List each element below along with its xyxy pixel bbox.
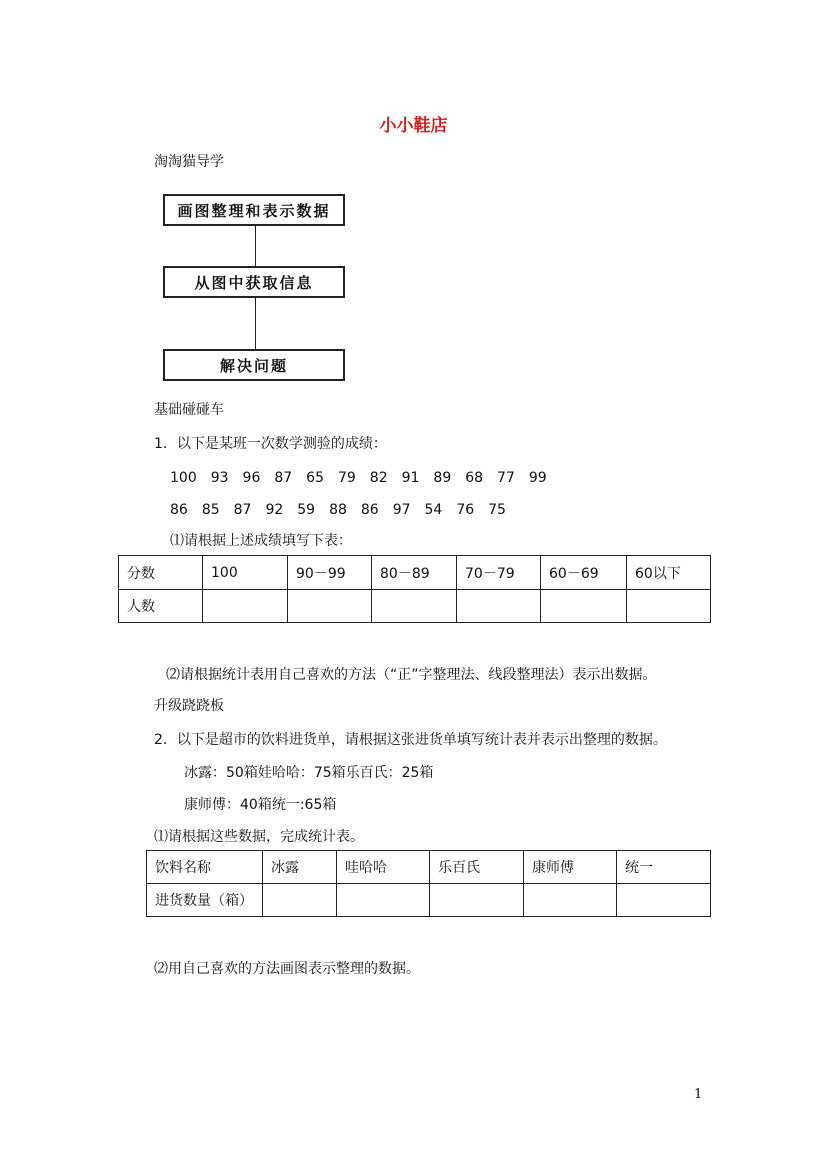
page-title: 小小鞋店 xyxy=(379,116,448,136)
answer-cell[interactable] xyxy=(288,590,372,623)
question-2-sub-1: ⑴请根据这些数据，完成统计表。 xyxy=(154,829,364,845)
drink-table xyxy=(146,850,711,917)
question-2-sub-2: ⑵用自己喜欢的方法画图表示整理的数据。 xyxy=(154,961,420,977)
question-1-stem: 1．以下是某班一次数学测验的成绩： xyxy=(154,436,387,452)
question-2-data-line-1: 冰露：50箱娃哈哈：75箱乐百氏：25箱 xyxy=(184,765,434,781)
answer-cell[interactable] xyxy=(457,590,541,623)
table-cell: 分数 xyxy=(119,556,203,590)
score-table-answer-row xyxy=(119,590,711,623)
question-1-scores-row-2: 86 85 87 92 59 88 86 97 54 76 75 xyxy=(170,502,506,518)
answer-cell[interactable] xyxy=(263,884,337,917)
question-1-scores-row-1: 100 93 96 87 65 79 82 91 89 68 77 99 xyxy=(170,470,547,486)
table-cell: 康师傅 xyxy=(524,851,617,884)
flowchart-connector-1 xyxy=(255,226,256,266)
table-cell: 60－69 xyxy=(541,556,627,590)
section-heading-guide: 淘淘猫导学 xyxy=(154,154,224,170)
flowchart-step-2: 从图中获取信息 xyxy=(163,266,345,298)
answer-cell[interactable] xyxy=(524,884,617,917)
table-cell: 哇哈哈 xyxy=(337,851,430,884)
table-cell: 80－89 xyxy=(372,556,457,590)
table-cell: 100 xyxy=(203,556,288,590)
answer-cell[interactable] xyxy=(541,590,627,623)
flowchart-step-1: 画图整理和表示数据 xyxy=(163,194,345,226)
question-2-stem: 2．以下是超市的饮料进货单，请根据这张进货单填写统计表并表示出整理的数据。 xyxy=(154,732,667,748)
flowchart-step-3: 解决问题 xyxy=(163,349,345,381)
question-1-sub-2: ⑵请根据统计表用自己喜欢的方法（“正”字整理法、线段整理法）表示出数据。 xyxy=(166,667,657,683)
flowchart-connector-2 xyxy=(255,298,256,349)
table-cell: 70－79 xyxy=(457,556,541,590)
drink-table-answer-row xyxy=(147,884,711,917)
answer-cell[interactable] xyxy=(372,590,457,623)
table-cell: 90－99 xyxy=(288,556,372,590)
drink-table-header-row xyxy=(147,851,711,884)
section-heading-basic: 基础碰碰车 xyxy=(154,402,224,418)
table-cell: 进货数量（箱） xyxy=(147,884,263,917)
question-1-sub-1: ⑴请根据上述成绩填写下表： xyxy=(170,533,352,549)
answer-cell[interactable] xyxy=(203,590,288,623)
answer-cell[interactable] xyxy=(617,884,711,917)
page-number: 1 xyxy=(694,1087,703,1102)
table-cell: 60以下 xyxy=(627,556,711,590)
table-cell: 饮料名称 xyxy=(147,851,263,884)
table-cell: 冰露 xyxy=(263,851,337,884)
answer-cell[interactable] xyxy=(337,884,430,917)
score-table-header-row xyxy=(119,556,711,590)
answer-cell[interactable] xyxy=(430,884,524,917)
answer-cell[interactable] xyxy=(627,590,711,623)
question-2-data-line-2: 康师傅：40箱统一:65箱 xyxy=(184,797,337,813)
section-heading-advanced: 升级跷跷板 xyxy=(154,698,224,714)
table-cell: 统一 xyxy=(617,851,711,884)
score-table xyxy=(118,555,711,623)
table-cell: 乐百氏 xyxy=(430,851,524,884)
table-cell: 人数 xyxy=(119,590,203,623)
